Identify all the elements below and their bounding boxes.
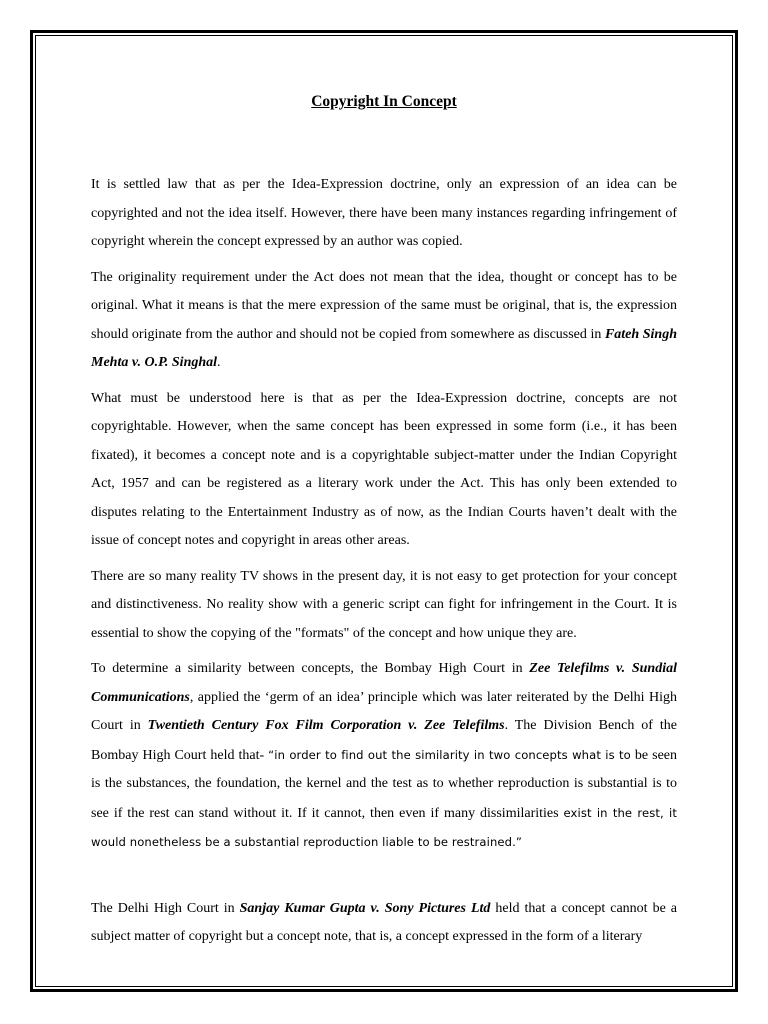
paragraph-3: What must be understood here is that as per the Idea-Expression doctrine, concepts are not copyrightable. However, when the same concept has been expressed in some form (i.e., it has been fixated), it becomes a concept note and is a copyrightable subject-matter under the Indian Copyright Act, 1957 and can be registered as a literary work under the Act. This has only been extended to disputes relating to the Entertainment Industry as of now, as the Indian Courts haven’t dealt with the issue of concept notes and copyright in areas other areas. — [91, 390, 677, 548]
paragraph-2-text: The originality requirement under the Act does not mean that the idea, thought or concept has to be original. What it means is that the mere expression of the same must be original, that is, the expression should originate from the author and should not be copied from somewhere as discussed in — [91, 269, 677, 342]
case-citation: Zee Telefilms v. Sundial Communications — [91, 661, 677, 705]
paragraph-5-b: , applied the ‘germ of an idea’ principle which was later reiterated by the Delhi High Court in — [91, 689, 677, 733]
paragraph-5-d: be seen is the substances, the foundation, the kernel and the test as to whether reproduction is substantial is to see if the rest can stand without it. If it cannot, then even if many dissimilarities — [91, 747, 677, 821]
paragraph-5 — [91, 655, 677, 858]
paragraph-4: There are so many reality TV shows in the present day, it is not easy to get protection for your concept and distinctiveness. No reality show with a generic script can fight for infringement in the Court. It is essential to show the copying of the "formats" of the concept and how unique they are. — [91, 568, 677, 641]
paragraph-5-a: To determine a similarity between concepts, the Bombay High Court in — [91, 661, 530, 676]
page-title: Copyright In Concept — [311, 93, 457, 110]
quote-text: exist in the rest, it would nonetheless be a substantial reproduction liable to be restrained.” — [91, 805, 677, 849]
case-citation: Fateh Singh Mehta v. O.P. Singhal — [91, 326, 677, 370]
paragraph-1: It is settled law that as per the Idea-Expression doctrine, only an expression of an idea can be copyrighted and not the idea itself. However, there have been many instances regarding infringement of copyright wherein the concept expressed by an author was copied. — [91, 177, 677, 249]
case-citation: Twentieth Century Fox Film Corporation v. Zee Telefilms — [147, 718, 505, 733]
paragraph-2 — [91, 264, 677, 378]
paragraph-6-b: held that a concept cannot be a subject matter of copyright but a concept note, that is, a concept expressed in the form of a literary — [91, 900, 677, 944]
paragraph-6-a: The Delhi High Court in — [91, 900, 240, 916]
case-citation: Sanjay Kumar Gupta v. Sony Pictures Ltd — [239, 900, 491, 916]
paragraph-2-end: . — [217, 355, 221, 370]
quote-text: “in order to find out the similarity in two concepts what is to — [268, 747, 631, 762]
paragraph-5-c: . The Division Bench of the Bombay High Court held that- — [91, 718, 678, 763]
paragraph-6 — [91, 895, 677, 952]
document-body — [91, 171, 677, 959]
